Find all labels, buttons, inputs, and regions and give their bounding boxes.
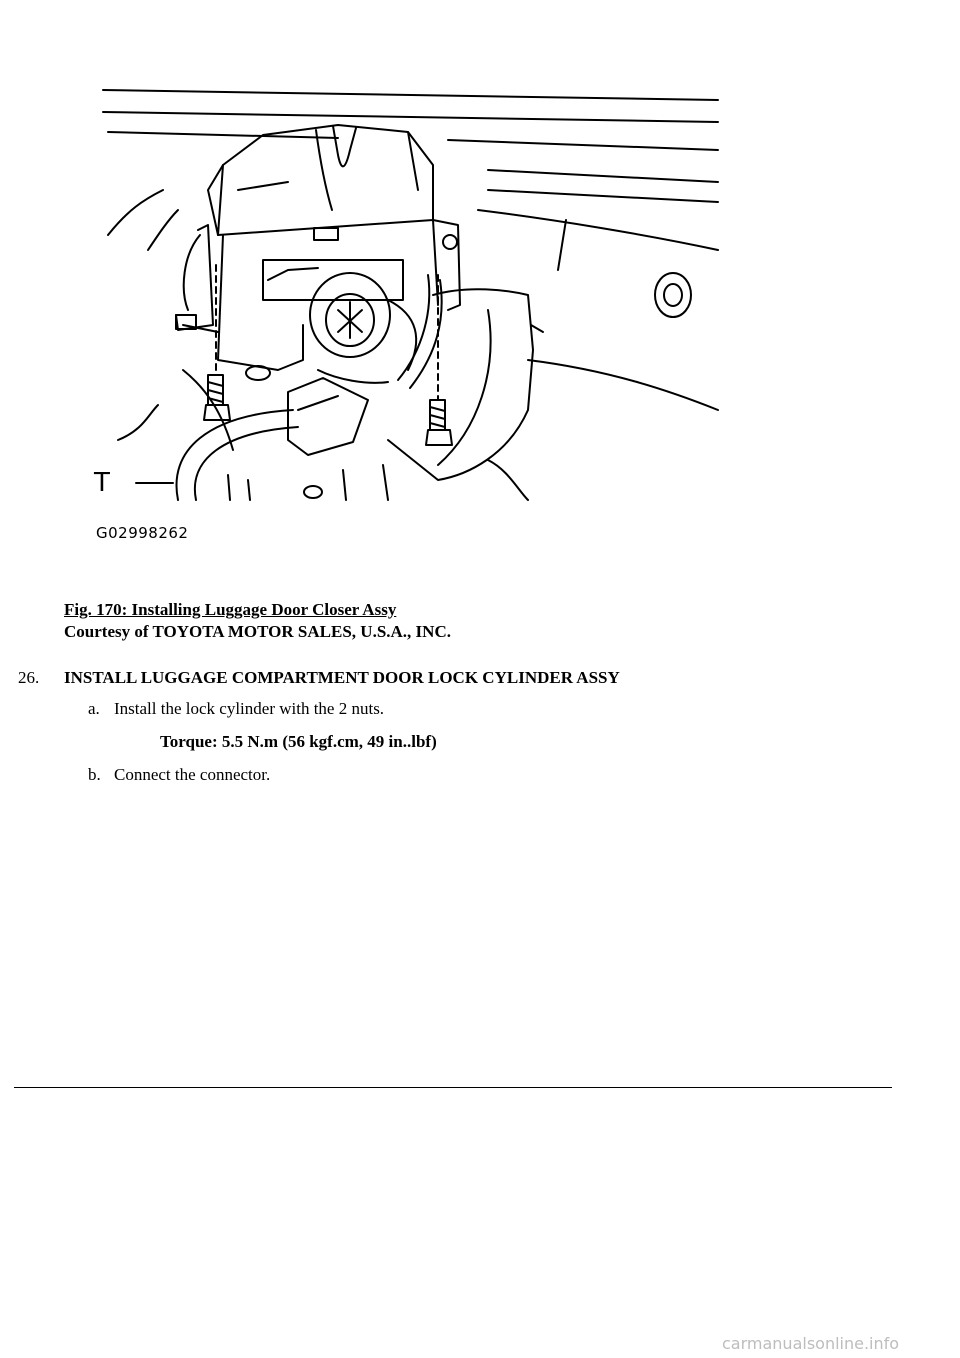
site-watermark: carmanualsonline.info <box>722 1334 900 1353</box>
callout-label: T <box>94 468 110 498</box>
torque-spec: Torque: 5.5 N.m (56 kgf.cm, 49 in..lbf) <box>160 732 437 751</box>
substep-text: Install the lock cylinder with the 2 nuts. <box>114 699 385 718</box>
substep-letter: b. <box>88 765 101 784</box>
figure-illustration <box>88 70 728 550</box>
substep-b <box>88 765 270 785</box>
door-closer-diagram <box>88 70 728 550</box>
figure-caption[interactable]: Fig. 170: Installing Luggage Door Closer Assy <box>64 600 397 619</box>
figure-credit: Courtesy of TOYOTA MOTOR SALES, U.S.A., INC. <box>64 622 451 641</box>
substep-a <box>88 699 384 719</box>
substep-text: Connect the connector. <box>114 765 271 784</box>
step-number: 26. <box>18 668 40 687</box>
substep-letter: a. <box>88 699 100 718</box>
step-title: INSTALL LUGGAGE COMPARTMENT DOOR LOCK CYLINDER ASSY <box>64 668 620 687</box>
figure-code: G02998262 <box>96 524 189 542</box>
page-divider <box>14 1087 892 1088</box>
